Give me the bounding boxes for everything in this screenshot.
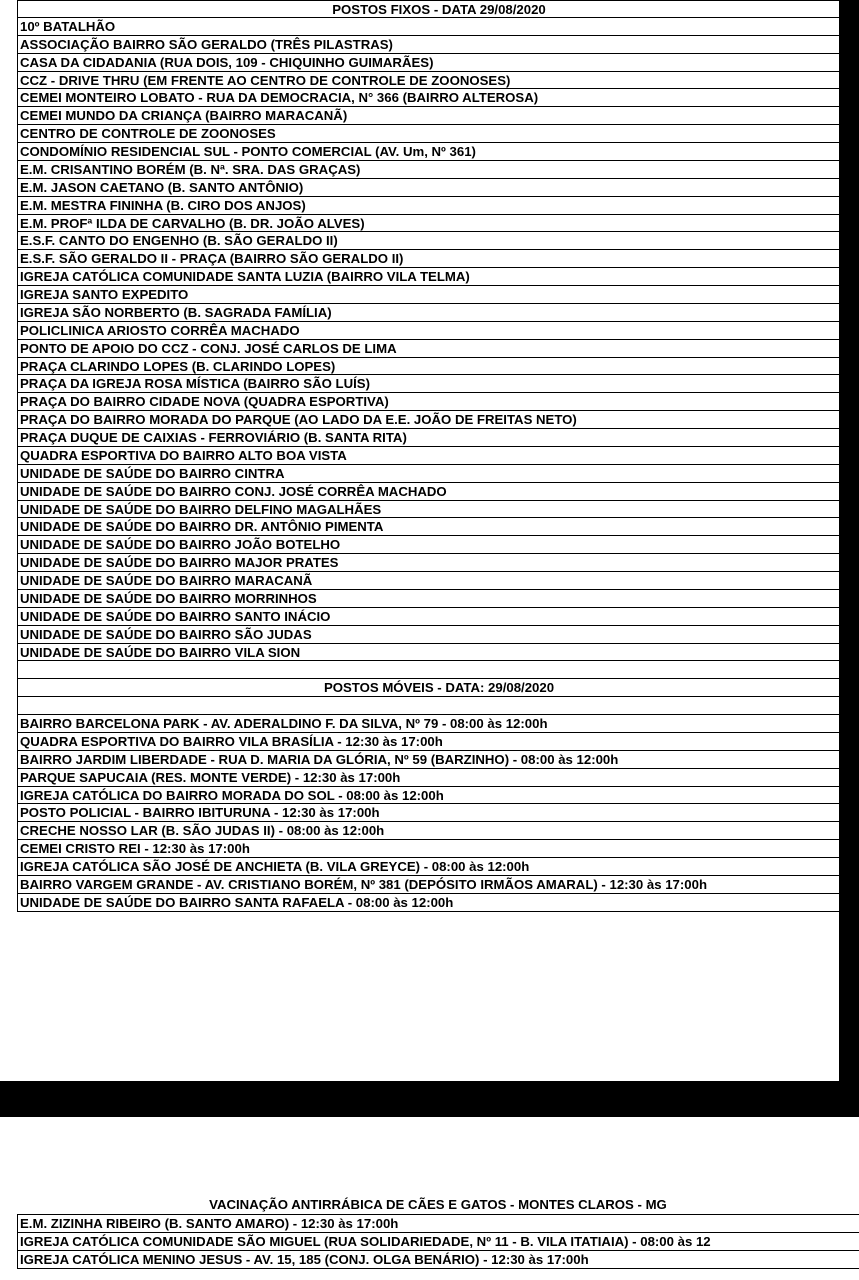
- table-row: PRAÇA DO BAIRRO MORADA DO PARQUE (AO LADO DA E.E. JOÃO DE FREITAS NETO): [18, 411, 859, 429]
- table-row: CRECHE NOSSO LAR (B. SÃO JUDAS II) - 08:00 às 12:00h: [18, 822, 859, 840]
- table-row: BAIRRO BARCELONA PARK - AV. ADERALDINO F. DA SILVA, Nº 79 - 08:00 às 12:00h: [18, 715, 859, 733]
- mobile-posts-header: POSTOS MÓVEIS - DATA: 29/08/2020: [18, 679, 859, 697]
- table-row: CEMEI CRISTO REI - 12:30 às 17:00h: [18, 840, 859, 858]
- table-row: IGREJA CATÓLICA MENINO JESUS - AV. 15, 185 (CONJ. OLGA BENÁRIO) - 12:30 às 17:00h: [18, 1251, 859, 1269]
- table-row: UNIDADE DE SAÚDE DO BAIRRO JOÃO BOTELHO: [18, 536, 859, 554]
- table-row: CCZ - DRIVE THRU (EM FRENTE AO CENTRO DE CONTROLE DE ZOONOSES): [18, 72, 859, 90]
- table-row: CENTRO DE CONTROLE DE ZOONOSES: [18, 125, 859, 143]
- black-separator-band: [0, 1081, 859, 1117]
- table-row: IGREJA CATÓLICA COMUNIDADE SANTA LUZIA (BAIRRO VILA TELMA): [18, 268, 859, 286]
- table-row: POSTO POLICIAL - BAIRRO IBITURUNA - 12:30 às 17:00h: [18, 804, 859, 822]
- table-row: UNIDADE DE SAÚDE DO BAIRRO MORRINHOS: [18, 590, 859, 608]
- fixed-posts-header: POSTOS FIXOS - DATA 29/08/2020: [18, 0, 859, 18]
- table-row: UNIDADE DE SAÚDE DO BAIRRO DR. ANTÔNIO PIMENTA: [18, 518, 859, 536]
- table-row: QUADRA ESPORTIVA DO BAIRRO ALTO BOA VISTA: [18, 447, 859, 465]
- table-row: IGREJA SANTO EXPEDITO: [18, 286, 859, 304]
- fixed-posts-table: [17, 0, 859, 912]
- table-row: IGREJA CATÓLICA DO BAIRRO MORADA DO SOL - 08:00 às 12:00h: [18, 787, 859, 805]
- second-page-table: [17, 1196, 859, 1269]
- blank-row: [18, 697, 859, 715]
- dark-edge-bar: [839, 0, 859, 1100]
- table-row: QUADRA ESPORTIVA DO BAIRRO VILA BRASÍLIA - 12:30 às 17:00h: [18, 733, 859, 751]
- table-row: UNIDADE DE SAÚDE DO BAIRRO MAJOR PRATES: [18, 554, 859, 572]
- table-row: CASA DA CIDADANIA (RUA DOIS, 109 - CHIQUINHO GUIMARÃES): [18, 54, 859, 72]
- table-row: UNIDADE DE SAÚDE DO BAIRRO SÃO JUDAS: [18, 626, 859, 644]
- table-row: E.S.F. SÃO GERALDO II - PRAÇA (BAIRRO SÃO GERALDO II): [18, 250, 859, 268]
- table-row: UNIDADE DE SAÚDE DO BAIRRO CINTRA: [18, 465, 859, 483]
- second-page-title: VACINAÇÃO ANTIRRÁBICA DE CÃES E GATOS - MONTES CLAROS - MG: [209, 1197, 667, 1212]
- table-row: UNIDADE DE SAÚDE DO BAIRRO SANTO INÁCIO: [18, 608, 859, 626]
- table-row: ASSOCIAÇÃO BAIRRO SÃO GERALDO (TRÊS PILASTRAS): [18, 36, 859, 54]
- second-page-list: [17, 1214, 859, 1269]
- table-row: E.M. PROFª ILDA DE CARVALHO (B. DR. JOÃO ALVES): [18, 215, 859, 233]
- table-row: BAIRRO VARGEM GRANDE - AV. CRISTIANO BORÉM, Nº 381 (DEPÓSITO IRMÃOS AMARAL) - 12:30 às 17:00h: [18, 876, 859, 894]
- table-row: E.M. MESTRA FININHA (B. CIRO DOS ANJOS): [18, 197, 859, 215]
- table-row: IGREJA CATÓLICA SÃO JOSÉ DE ANCHIETA (B. VILA GREYCE) - 08:00 às 12:00h: [18, 858, 859, 876]
- table-row: UNIDADE DE SAÚDE DO BAIRRO SANTA RAFAELA - 08:00 às 12:00h: [18, 894, 859, 912]
- table-row: CONDOMÍNIO RESIDENCIAL SUL - PONTO COMERCIAL (AV. Um, Nº 361): [18, 143, 859, 161]
- table-row: 10º BATALHÃO: [18, 18, 859, 36]
- table-row: PARQUE SAPUCAIA (RES. MONTE VERDE) - 12:30 às 17:00h: [18, 769, 859, 787]
- table-row: BAIRRO JARDIM LIBERDADE - RUA D. MARIA DA GLÓRIA, Nº 59 (BARZINHO) - 08:00 às 12:00h: [18, 751, 859, 769]
- table-row: IGREJA SÃO NORBERTO (B. SAGRADA FAMÍLIA): [18, 304, 859, 322]
- table-row: PONTO DE APOIO DO CCZ - CONJ. JOSÉ CARLOS DE LIMA: [18, 340, 859, 358]
- table-row: CEMEI MUNDO DA CRIANÇA (BAIRRO MARACANÃ): [18, 107, 859, 125]
- table-row: UNIDADE DE SAÚDE DO BAIRRO DELFINO MAGALHÃES: [18, 501, 859, 519]
- table-row: PRAÇA DA IGREJA ROSA MÍSTICA (BAIRRO SÃO LUÍS): [18, 375, 859, 393]
- table-row: PRAÇA DO BAIRRO CIDADE NOVA (QUADRA ESPORTIVA): [18, 393, 859, 411]
- table-row: UNIDADE DE SAÚDE DO BAIRRO VILA SION: [18, 644, 859, 662]
- table-row: UNIDADE DE SAÚDE DO BAIRRO CONJ. JOSÉ CORRÊA MACHADO: [18, 483, 859, 501]
- table-row: E.M. ZIZINHA RIBEIRO (B. SANTO AMARO) - 12:30 às 17:00h: [18, 1215, 859, 1233]
- table-row: E.S.F. CANTO DO ENGENHO (B. SÃO GERALDO II): [18, 232, 859, 250]
- table-row: UNIDADE DE SAÚDE DO BAIRRO MARACANÃ: [18, 572, 859, 590]
- table-row: CEMEI MONTEIRO LOBATO - RUA DA DEMOCRACIA, N° 366 (BAIRRO ALTEROSA): [18, 89, 859, 107]
- blank-row: [18, 661, 859, 679]
- table-row: PRAÇA DUQUE DE CAIXIAS - FERROVIÁRIO (B. SANTA RITA): [18, 429, 859, 447]
- table-row: E.M. JASON CAETANO (B. SANTO ANTÔNIO): [18, 179, 859, 197]
- table-row: IGREJA CATÓLICA COMUNIDADE SÃO MIGUEL (RUA SOLIDARIEDADE, Nº 11 - B. VILA ITATIAIA) - 08:00 às 12: [18, 1233, 859, 1251]
- table-row: E.M. CRISANTINO BORÉM (B. Nª. SRA. DAS GRAÇAS): [18, 161, 859, 179]
- mobile-posts-list: [18, 715, 859, 912]
- table-row: POLICLINICA ARIOSTO CORRÊA MACHADO: [18, 322, 859, 340]
- table-row: PRAÇA CLARINDO LOPES (B. CLARINDO LOPES): [18, 358, 859, 376]
- fixed-posts-list: [18, 18, 859, 662]
